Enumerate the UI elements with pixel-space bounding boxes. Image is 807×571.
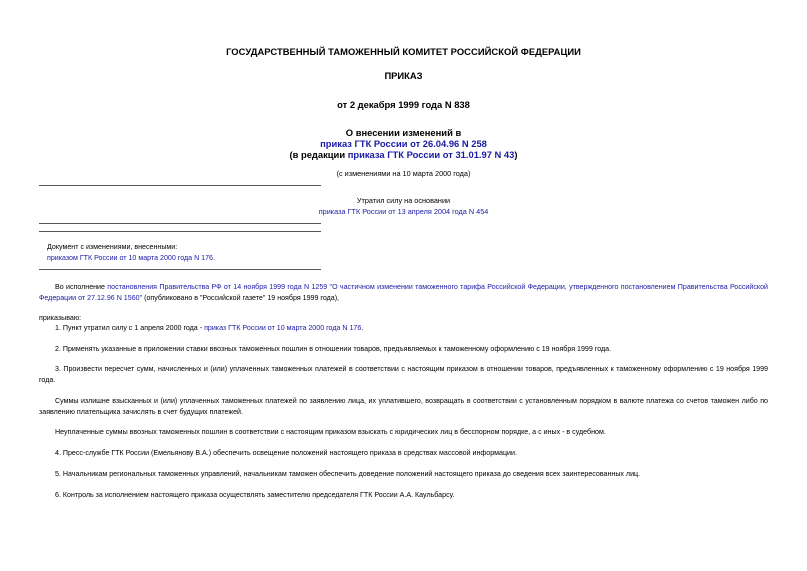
link-order-454[interactable]: приказа ГТК России от 13 апреля 2004 года N 454 — [318, 207, 489, 216]
item-2: 2. Применять указанные в приложении ставки ввозных таможенных пошлин в отношении товаров, предъявляемых к таможенному оформлению с 19 ноября 1999 года. — [55, 345, 612, 353]
title-paren-open: (в редакции — [289, 149, 348, 160]
divider — [39, 269, 321, 270]
intro-paragraph — [39, 282, 768, 304]
expired-line2 — [0, 207, 807, 216]
doc-title-line2 — [0, 138, 807, 149]
item-1 — [39, 323, 768, 334]
item-3-collection: Неуплаченные суммы ввозных таможенных пошлин в соответствии с настоящим приказом взыскать с юридических лиц в бесспорном порядке, а с иных - в судебном. — [55, 428, 606, 436]
orders-heading: приказываю: — [39, 314, 82, 322]
item-1-text: 1. Пункт утратил силу с 1 апреля 2000 года - — [55, 324, 205, 332]
amended-doc-label: Документ с изменениями, внесенными: — [47, 243, 178, 251]
item-3-refund: Суммы излишне взысканных и (или) уплаченных таможенных платежей по заявлению лица, их уплатившего, возвращать в соответствии с установленным порядком в валюте платежа со счетов таможен либо по заявлению плательщика зачислять в счет будущих платежей. — [39, 397, 768, 416]
intro-suffix: (опубликовано в "Российской газете" 19 ноября 1999 года), — [142, 294, 340, 302]
item-4: 4. Пресс-службе ГТК России (Емельянову В.А.) обеспечить освещение положений настоящего приказа в средствах массовой информации. — [55, 449, 517, 457]
divider — [39, 223, 321, 224]
item-3: 3. Произвести пересчет сумм, начисленных и (или) уплаченных таможенных платежей в соответствии с настоящим приказом в отношении товаров, предъявленных к таможенному оформлению с 19 ноября 1999 года. — [39, 365, 768, 384]
title-paren-close: ) — [514, 149, 518, 160]
item-6: 6. Контроль за исполнением настоящего приказа осуществлять заместителю председателя ГТК России А.А. Каульбарсу. — [55, 491, 455, 499]
link-order-43[interactable]: приказа ГТК России от 31.01.97 N 43 — [347, 149, 515, 160]
divider — [39, 231, 321, 232]
divider — [39, 185, 321, 186]
amended-doc-suffix: . — [213, 254, 215, 262]
link-order-176-item[interactable]: приказ ГТК России от 10 марта 2000 года N 176 — [204, 324, 362, 332]
doc-type: ПРИКАЗ — [384, 70, 423, 81]
item-1-suffix: . — [361, 324, 364, 332]
link-government-decree-1259[interactable]: постановления Правительства РФ от 14 ноября 1999 года N 1259 "О частичном изменении таможенного тарифа Российской Федерации, утвержденного постановлением Правительства Российской Федерации от 27.12.96 N 1560" — [39, 283, 768, 302]
amendments-note: (с изменениями на 10 марта 2000 года) — [336, 169, 471, 178]
link-order-258[interactable]: приказ ГТК России от 26.04.96 N 258 — [320, 138, 487, 149]
intro-prefix: Во исполнение — [55, 283, 108, 291]
expired-line1: Утратил силу на основании — [356, 196, 451, 205]
item-5: 5. Начальникам региональных таможенных управлений, начальникам таможен обеспечить доведение положений настоящего приказа до сведения всех заинтересованных лиц. — [55, 470, 641, 478]
amended-doc-line2 — [47, 253, 215, 264]
org-name: ГОСУДАРСТВЕННЫЙ ТАМОЖЕННЫЙ КОМИТЕТ РОССИЙСКОЙ ФЕДЕРАЦИИ — [226, 46, 581, 57]
link-order-176[interactable]: приказом ГТК России от 10 марта 2000 года N 176 — [47, 254, 213, 262]
doc-title-line1: О внесении изменений в — [345, 127, 462, 138]
doc-title-line3 — [0, 149, 807, 160]
doc-date-number: от 2 декабря 1999 года N 838 — [337, 99, 470, 110]
